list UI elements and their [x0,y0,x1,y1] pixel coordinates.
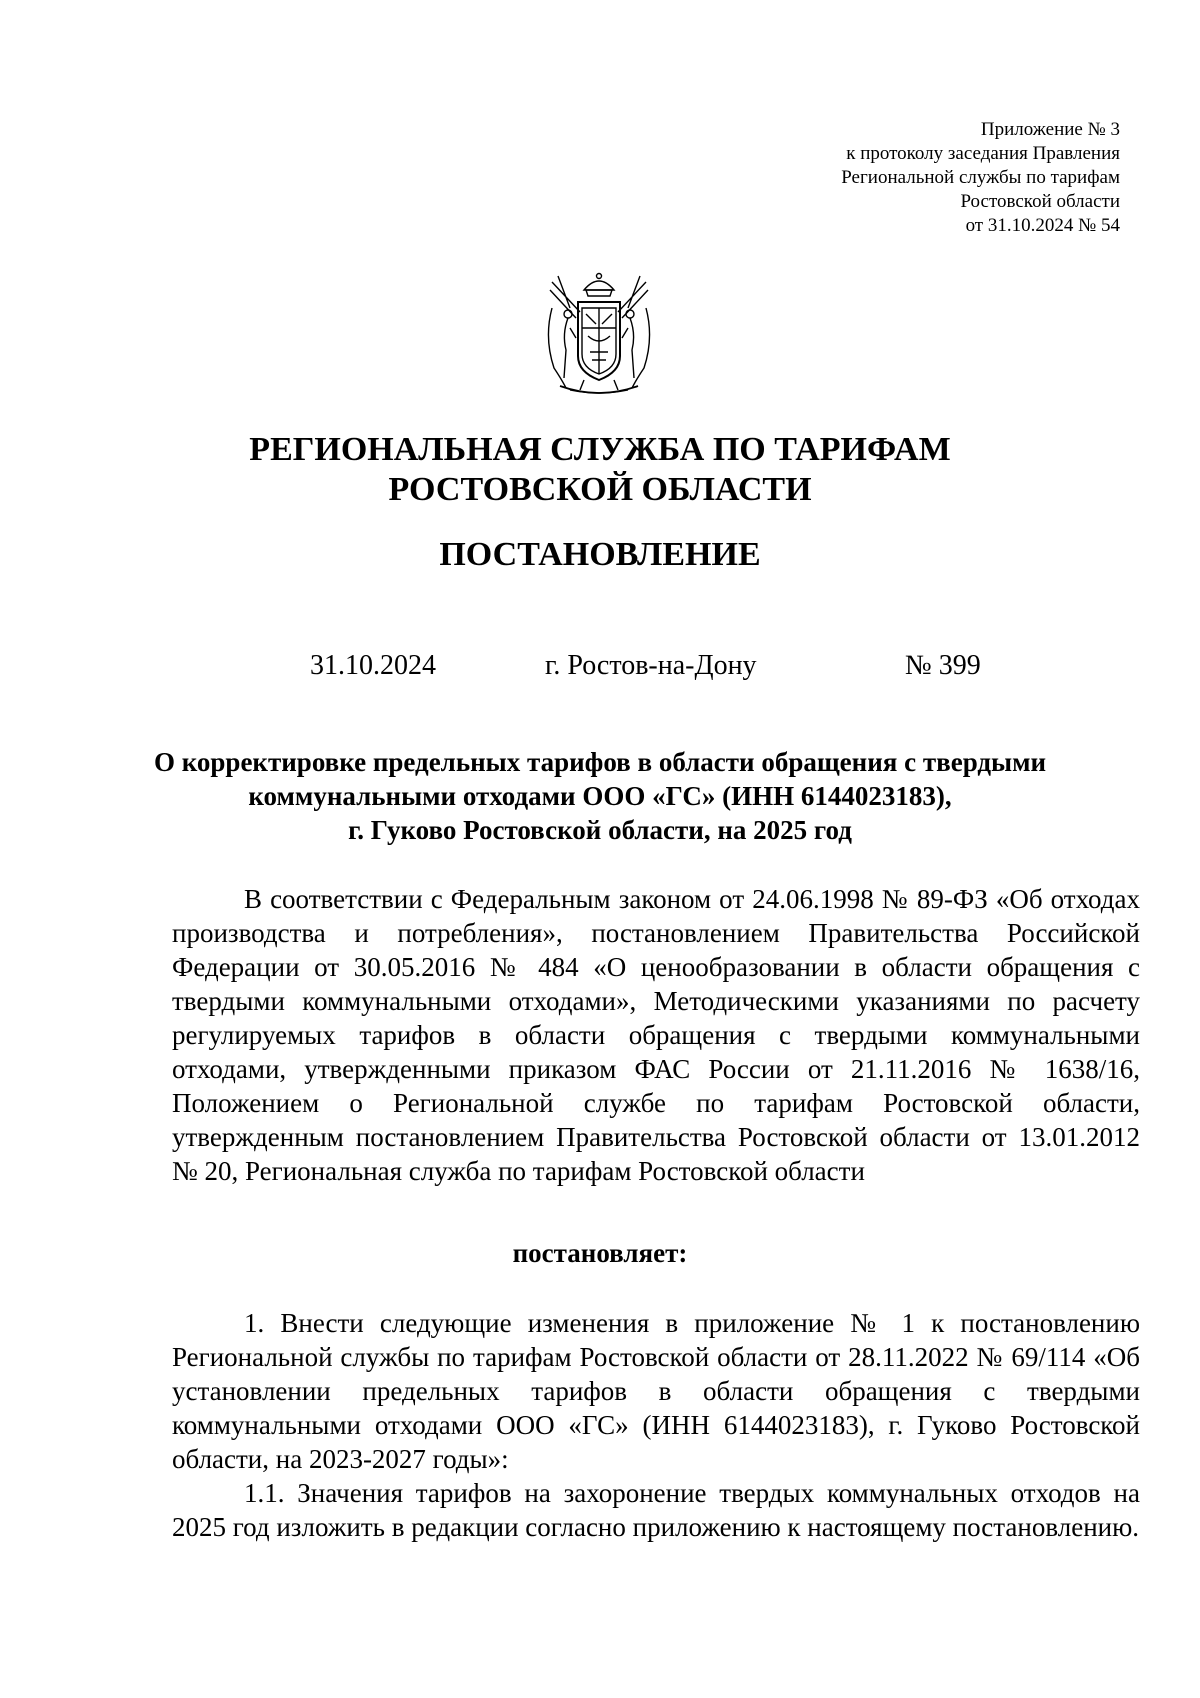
preamble-section [172,882,1140,1188]
document-date: 31.10.2024 [310,650,436,681]
document-city: г. Ростов-на-Дону [545,650,757,681]
appendix-note [700,118,1120,238]
org-line: РОСТОВСКОЙ ОБЛАСТИ [388,471,812,508]
clause-1: 1. Внести следующие изменения в приложение № 1 к постановлению Региональной службы по тарифам Ростовской области от 28.11.2022 № 69/114 «Об установлении предельных тарифов в области обращения с твердыми коммунальными отходами ООО «ГС» (ИНН 6144023183), г. Гуково Ростовской области, на 2023-2027 годы»: [172,1308,1140,1474]
appendix-line: Приложение № 3 [980,119,1120,140]
clause-1-1: 1.1. Значения тарифов на захоронение твердых коммунальных отходов на 2025 год изложить в редакции согласно приложению к настоящему постановлению. [172,1478,1140,1542]
document-number: № 399 [905,650,981,681]
org-line: РЕГИОНАЛЬНАЯ СЛУЖБА ПО ТАРИФАМ [249,431,951,468]
decree-word: постановляет: [512,1238,688,1268]
clauses-section [172,1306,1140,1544]
appendix-line: от 31.10.2024 № 54 [965,215,1120,236]
title-line: г. Гуково Ростовской области, на 2025 год [348,815,852,845]
title-line: коммунальными отходами ООО «ГС» (ИНН 6144023183), [248,781,952,811]
appendix-line: к протоколу заседания Правления [846,143,1120,164]
title-line: О корректировке предельных тарифов в области обращения с твердыми [153,747,1047,777]
organization-name [0,430,1200,510]
appendix-line: Ростовской области [960,191,1120,212]
document-title [100,745,1100,847]
coat-of-arms-icon [540,268,658,400]
appendix-line: Региональной службы по тарифам [841,167,1120,188]
preamble-paragraph: В соответствии с Федеральным законом от 24.06.1998 № 89-ФЗ «Об отходах производства и потребления», постановлением Правительства Российской Федерации от 30.05.2016 № 484 «О ценообразовании в области обращения с твердыми коммунальными отходами», Методическими указаниями по расчету регулируемых тарифов в области обращения с твердыми коммунальными отходами, утвержденными приказом ФАС России от 21.11.2016 № 1638/16, Положением о Региональной службе по тарифам Ростовской области, утвержденным постановлением Правительства Ростовской области от 13.01.2012 № 20, Региональная служба по тарифам Ростовской области [172,884,1140,1186]
document-type: ПОСТАНОВЛЕНИЕ [439,536,761,573]
